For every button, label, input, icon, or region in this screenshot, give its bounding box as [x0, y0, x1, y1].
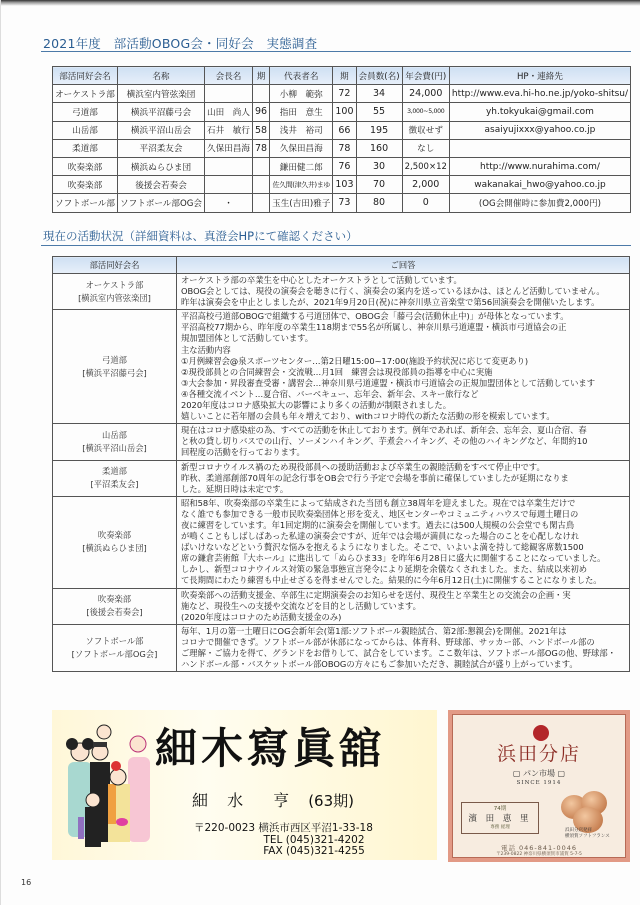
survey-table: [52, 66, 631, 213]
answer-line: ご理解・ご協力を得て、グランドをお借りして、試合をしています。ここ数年は、ソフトボール部OGの他、野球部・: [181, 648, 616, 658]
group-name: [平沼柔友会]: [90, 479, 139, 490]
answer-line: 現在はコロナ感染症の為、すべての活動を休止しております。例年であれば、新年会、忘年会、夏山合宿、春: [181, 425, 587, 436]
answer-line: 規加盟団体として活動しています。: [181, 333, 314, 344]
cell-answer: [177, 588, 630, 624]
cell-president-gen: [253, 85, 270, 103]
cell-answer: [177, 424, 630, 460]
cell-members: 34: [356, 85, 402, 103]
cell-members: 160: [356, 139, 402, 157]
answer-line: ③大会参加・昇段審査受審・講習会…神奈川県弓道連盟・横浜市弓道協会の正規加盟団体として活動しています: [181, 377, 595, 388]
answer-line: 昭和58年、吹奏楽部の卒業生によって結成された当団も創立38周年を迎えました。現在では卒業生だけで: [181, 497, 576, 508]
cell-club: [53, 310, 177, 424]
cell-club: 柔道部: [53, 139, 118, 157]
answer-line: と秋の貸し切りバスでの山行、ソーメンハイキング、芋煮会ハイキング、その他のハイキングなど、年間約10: [181, 436, 588, 447]
answer-line: ②現役部員との合同練習会・交流戦…月1回 練習会は現役部員の指導を中心に実施: [181, 366, 493, 377]
col-club: 部活同好会名: [53, 67, 118, 85]
cell-contact-email[interactable]: wakanakai_hwo@yahoo.co.jp: [449, 176, 630, 194]
cell-contact: (OG会開催時に参加費2,000円): [449, 194, 630, 212]
answer-line: 夜に練習をしています。年1回定期的に演奏会を開催しています。過去には500人規模の公会堂でも閑古鳥: [181, 519, 575, 530]
col-answer: ご回答: [177, 257, 630, 274]
cell-members: 195: [356, 121, 402, 139]
section-rule: [41, 245, 631, 246]
studio-address: 〒220-0023 横浜市西区平沼1-33-18: [194, 822, 373, 834]
studio-tel: TEL (045)321-4202: [263, 833, 365, 846]
group-name: [横浜平沼山岳会]: [82, 442, 147, 453]
answer-line: 平沼高校77期から、昨年度の卒業生118期まで55名が所属し、神奈川県弓道連盟・横浜市弓道協会の正: [181, 322, 567, 333]
col-president: 会長名: [205, 67, 253, 85]
group-name: [後援会若奏会]: [86, 607, 143, 618]
cell-fee: 0: [402, 194, 449, 212]
cell-fee: なし: [402, 139, 449, 157]
cell-president-gen: [253, 176, 270, 194]
cell-president: [205, 176, 253, 194]
table-row: [53, 424, 630, 460]
col-club: 部活同好会名: [53, 257, 177, 274]
answer-line: 昨年は演奏会を中止としましたが、2021年9月20日(祝)に神奈川県立音楽堂で第56回演奏会を開催いたします。: [181, 297, 600, 308]
answer-line: 席の鎌倉芸術館『大ホール』に進出して「ぬらひま33」を昨年6月28日に盛大に開催することになっていました。: [181, 553, 606, 564]
studio-owner: [192, 788, 354, 811]
bread-caption-line: 浜田分店発祥: [565, 828, 592, 833]
photo-studio-ad: [52, 710, 437, 860]
cell-representative: 小柳 範弥: [270, 85, 333, 103]
cell-president: 山田 尚人: [205, 103, 253, 121]
table-row: [53, 460, 630, 496]
bakery-brand-name: 浜田分店: [496, 743, 581, 765]
table-row: [53, 496, 630, 588]
cell-president: ・: [205, 194, 253, 212]
answer-line: 昨秋、柔道部創部70周年の記念行事をOB会で行う予定で会場を事前に確保していましたが延期になりま: [181, 472, 569, 483]
cell-fee: 2,500×12: [402, 157, 449, 175]
cell-representative: 佐久間(津久井)まゆ: [270, 176, 333, 194]
cell-contact-link[interactable]: http://www.nurahima.com/: [449, 157, 630, 175]
club-name: 吹奏楽部: [97, 594, 132, 605]
page-number: 16: [21, 878, 32, 887]
answer-line: コロナで開催できず。ソフトボール部が休部になってからは、体育科、野球部、サッカー部、ハンドボール部の: [181, 636, 595, 647]
studio-owner-generation: (63期): [308, 792, 354, 810]
cell-representative: 玉生(吉田)雅子: [270, 194, 333, 212]
bakery-since: SINCE 1914: [516, 780, 562, 786]
cell-club: [53, 274, 177, 310]
cell-fee: 2,000: [402, 176, 449, 194]
table-row: [53, 274, 630, 310]
cell-group-name: 横浜平沼山岳会: [118, 121, 205, 139]
family-illustration: [60, 722, 160, 852]
cell-group-name: 横浜平沼藤弓会: [118, 103, 205, 121]
cell-club: [53, 460, 177, 496]
cell-representative: 鎌田健二郎: [270, 157, 333, 175]
answer-line: しかし、新型コロナウイルス対策の緊急事態宣言発令により延期を余儀なくされました。また、結成以来初め: [181, 564, 588, 575]
table-row: [53, 103, 631, 121]
answer-line: 平沼高校弓道部OBOGで組織する弓道団体で、OBOG会「藤弓会(活動休止中)」が母体となっています。: [181, 311, 569, 322]
cell-contact-link[interactable]: http://www.eva.hi-ho.ne.jp/yoko-shitsu/: [449, 85, 630, 103]
col-representative-gen: 期: [333, 67, 356, 85]
group-name: [横浜室内管弦楽団]: [78, 292, 151, 303]
bakery-subtitle: ▢ パン市場 ▢: [512, 769, 566, 778]
answer-line: 毎年、1月の第一土曜日にOG会新年会(第1部:ソフトボール親睦試合、第2部:懇親会)を開催。2021年は: [181, 625, 567, 636]
club-name: ソフトボール部: [85, 636, 144, 646]
group-name: [横浜平沼藤弓会]: [82, 367, 147, 378]
activity-header-row: [53, 257, 630, 274]
cell-club: オーケストラ部: [53, 85, 118, 103]
table-row: [53, 139, 631, 157]
cell-club: [53, 588, 177, 624]
cell-answer: [177, 310, 630, 424]
bread-caption: [565, 828, 610, 839]
bakery-owner-name: 濱 田 恵 里: [468, 814, 532, 824]
cell-group-name: 横浜ぬらひま団: [118, 157, 205, 175]
bakery-ad-frame: [452, 714, 626, 858]
answer-line: ①月例練習会@泉スポーツセンター…第2日曜15:00~17:00(施設予約状況に応じて変更あり): [181, 355, 529, 366]
cell-president: [205, 157, 253, 175]
cell-members: 80: [356, 194, 402, 212]
cell-president-gen: [253, 157, 270, 175]
answer-line: 施など、現役生への支援や交流などを目的とし活動しています。: [181, 600, 421, 611]
answer-line: て長期間にわたり練習も中止せざるを得ませんでした。結果的に今年6月12日(土)に開催することになりました。: [181, 575, 602, 586]
cell-members: 55: [356, 103, 402, 121]
cell-representative-gen: 103: [333, 176, 356, 194]
studio-contact: [194, 823, 434, 858]
col-representative: 代表者名: [270, 67, 333, 85]
cell-representative-gen: 76: [333, 157, 356, 175]
club-name: 山岳部: [102, 429, 127, 440]
bread-caption-line: 横須賀ソフトフランス: [565, 833, 610, 839]
answer-line: OBOG会としては、現役の演奏会を聴きに行く、演奏会の案内を送っているほかは、ほとんど活動していません。: [181, 286, 605, 297]
cell-club: 吹奏楽部: [53, 176, 118, 194]
cell-answer: [177, 624, 630, 671]
studio-owner-name: 細 水 亨: [192, 791, 297, 810]
cell-president: 石井 敏行: [205, 121, 253, 139]
answer-line: が鳴くこともしばしばあった私達の演奏会ですが、近年では会場が満員になった場合のことを心配しなけれ: [181, 531, 580, 542]
cell-group-name: 後援会若奏会: [118, 176, 205, 194]
answer-line: 回程度の活動を行っております。: [181, 447, 305, 458]
scan-edge: [1, 0, 640, 6]
cell-club: [53, 496, 177, 588]
cell-club: [53, 624, 177, 671]
col-group-name: 名称: [118, 67, 205, 85]
table-row: [53, 176, 631, 194]
cell-contact-email[interactable]: yh.tokyukai@gmail.com: [449, 103, 630, 121]
table-row: [53, 310, 630, 424]
cell-club: 弓道部: [53, 103, 118, 121]
cell-answer: [177, 496, 630, 588]
answer-line: 主な活動内容: [181, 344, 231, 355]
bakery-owner-role: 専務 経理: [490, 825, 510, 830]
cell-club: 吹奏楽部: [53, 157, 118, 175]
table-row: [53, 624, 630, 671]
club-name: オーケストラ部: [85, 279, 144, 290]
answer-line: ハンドボール部・バスケットボール部OBOGの方々にもご参加いただき、親睦試合が盛り上がっています。: [181, 659, 578, 670]
col-members: 会員数(名): [356, 67, 402, 85]
col-contact: HP・連絡先: [449, 67, 630, 85]
answer-line: 嬉しいことに若年層の会員も年々増えており、withコロナ時代の新たな活動の形を模索しています。: [181, 411, 555, 422]
bakery-owner-generation: 74期: [493, 806, 507, 812]
cell-fee: 3,000~5,000: [402, 103, 449, 121]
group-name: [横浜ぬらひま団]: [82, 543, 147, 554]
cell-president: [205, 85, 253, 103]
cell-members: 70: [356, 176, 402, 194]
table-row: [53, 85, 631, 103]
survey-header-row: [53, 67, 631, 85]
bakery-owner-plate: [461, 802, 539, 834]
cell-fee: 24,000: [402, 85, 449, 103]
answer-line: 新型コロナウイルス禍のため現役部員への援助活動および卒業生の親睦活動をすべて停止中です。: [181, 461, 545, 472]
bakery-sub-label: パン市場: [523, 769, 555, 778]
group-name: [ソフトボール部OG会]: [71, 649, 158, 659]
cell-representative-gen: 66: [333, 121, 356, 139]
club-name: 弓道部: [102, 354, 127, 365]
cell-president-gen: 58: [253, 121, 270, 139]
club-name: 吹奏楽部: [97, 530, 132, 541]
cell-representative-gen: 78: [333, 139, 356, 157]
cell-club: 山岳部: [53, 121, 118, 139]
title-rule: [41, 51, 631, 52]
page-title: 2021年度 部活動OBOG会・同好会 実態調査: [43, 36, 318, 51]
cell-representative-gen: 100: [333, 103, 356, 121]
cell-answer: [177, 460, 630, 496]
cell-club: ソフトボール部: [53, 194, 118, 212]
bakery-ad: [448, 710, 630, 862]
studio-brand-name: 細木寫眞舘: [155, 724, 386, 773]
answer-line: 吹奏楽部への活動支援金、卒部生に定期演奏会のお知らせを送付、現役生と卒業生との交流会の企画・実: [181, 589, 571, 600]
cell-club: [53, 424, 177, 460]
answer-line: オーケストラ部の卒業生を中心としたオーケストラとして活動しています。: [181, 275, 462, 285]
answer-line: ばいけないなどという贅沢な悩みを抱えるようになりました。そこで、いよいよ満を持して総観客席数1500: [181, 542, 584, 553]
col-fee: 年会費(円): [402, 67, 449, 85]
answer-line: (2020年度はコロナのため活動支援金のみ): [181, 611, 342, 622]
table-row: [53, 194, 631, 212]
activity-table: [52, 256, 630, 672]
cell-representative: 指田 意生: [270, 103, 333, 121]
cell-president: 久保田昌海: [205, 139, 253, 157]
table-row: [53, 157, 631, 175]
cell-president-gen: [253, 194, 270, 212]
table-row: [53, 588, 630, 624]
answer-line: 2020年度はコロナ感染拡大の影響により多くの活動が制限されました。: [181, 400, 452, 411]
cell-group-name: ソフトボール部OG会: [118, 194, 205, 212]
cell-representative-gen: 72: [333, 85, 356, 103]
answer-line: なく誰でも参加できる一般市民吹奏楽団体と形を変え、地区センターやコミュニティハウスで毎週土曜日の: [181, 508, 579, 519]
cell-contact: [449, 139, 630, 157]
cell-contact-email[interactable]: asaiyujixxx@yahoo.co.jp: [449, 121, 630, 139]
cell-president-gen: 96: [253, 103, 270, 121]
cell-group-name: 平沼柔友会: [118, 139, 205, 157]
table-row: [53, 121, 631, 139]
cell-representative-gen: 73: [333, 194, 356, 212]
section-title: 現在の活動状況（詳細資料は、真澄会HPにて確認ください）: [43, 229, 358, 243]
cell-fee: 徴収せず: [402, 121, 449, 139]
cell-answer: [177, 274, 630, 310]
cell-representative: 浅井 裕司: [270, 121, 333, 139]
answer-line: ④各種交流イベント…夏合宿、バーベキュー、忘年会、新年会、スキー旅行など: [181, 388, 479, 399]
col-president-gen: 期: [253, 67, 270, 85]
cell-representative: 久保田昌海: [270, 139, 333, 157]
club-name: 柔道部: [102, 466, 127, 477]
cell-president-gen: 78: [253, 139, 270, 157]
cell-group-name: 横浜室内管弦楽団: [118, 85, 205, 103]
answer-line: した。延期日時は未定です。: [181, 483, 289, 494]
bakery-address: 〒239-0822 神奈川県横須賀市浦賀 5-7-5: [496, 852, 582, 857]
cell-members: 30: [356, 157, 402, 175]
studio-fax: FAX (045)321-4255: [263, 845, 365, 857]
bakery-tel: 電話 046-841-0046: [500, 844, 578, 852]
